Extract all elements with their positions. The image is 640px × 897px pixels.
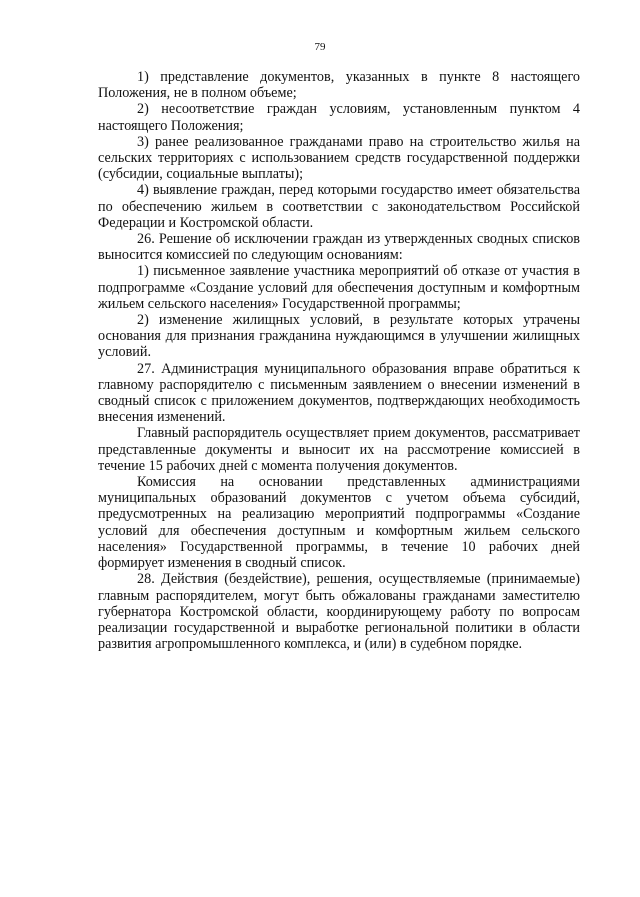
page-number: 79	[314, 41, 326, 53]
paragraph-main-administrator: Главный распорядитель осуществляет прием документов, рассматривает представленные документы и выносит их на рассмотрение комиссией в течение 15 рабочих дней с момента получения документов.	[98, 425, 580, 474]
paragraph-section-28: 28. Действия (бездействие), решения, осуществляемые (принимаемые) главным распорядителем, могут быть обжалованы гражданами заместителю губернатора Костромской области, координирующему работу по вопросам реализации государственной и выработке региональной политики в области развития агропромышленного комплекса, и (или) в судебном порядке.	[98, 571, 580, 653]
paragraph-item-3: 3) ранее реализованное гражданами право на строительство жилья на сельских территориях с использованием средств государственной поддержки (субсидии, социальные выплаты);	[98, 133, 580, 183]
paragraph-section-26-item-1: 1) письменное заявление участника мероприятий об отказе от участия в подпрограмме «Создание условий для обеспечения доступным и комфортным жильем сельского населения» Государственной программы;	[98, 263, 580, 312]
paragraph-commission: Комиссия на основании представленных администрациями муниципальных образований документов с учетом объема субсидий, предусмотренных на реализацию мероприятий подпрограммы «Создание условий для обеспечения доступным и комфортным жильем сельского населения» Государственной программы, в течение 10 рабочих дней формирует изменения в сводный список.	[98, 474, 580, 572]
paragraph-section-26-item-2: 2) изменение жилищных условий, в результате которых утрачены основания для признания гражданина нуждающимся в улучшении жилищных условий.	[98, 312, 580, 361]
paragraph-section-26: 26. Решение об исключении граждан из утвержденных сводных списков выносится комиссией по следующим основаниям:	[98, 231, 580, 264]
paragraph-item-4: 4) выявление граждан, перед которыми государство имеет обязательства по обеспечению жильем в соответствии с законодательством Российской Федерации и Костромской области.	[98, 182, 580, 231]
paragraph-item-2: 2) несоответствие граждан условиям, установленным пунктом 4 настоящего Положения;	[98, 101, 580, 134]
document-body	[98, 69, 580, 652]
paragraph-item-1: 1) представление документов, указанных в пункте 8 настоящего Положения, не в полном объеме;	[98, 69, 580, 102]
paragraph-section-27: 27. Администрация муниципального образования вправе обратиться к главному распорядителю с письменным заявлением о внесении изменений в сводный список с приложением документов, подтверждающих необходимость внесения изменений.	[98, 360, 580, 426]
